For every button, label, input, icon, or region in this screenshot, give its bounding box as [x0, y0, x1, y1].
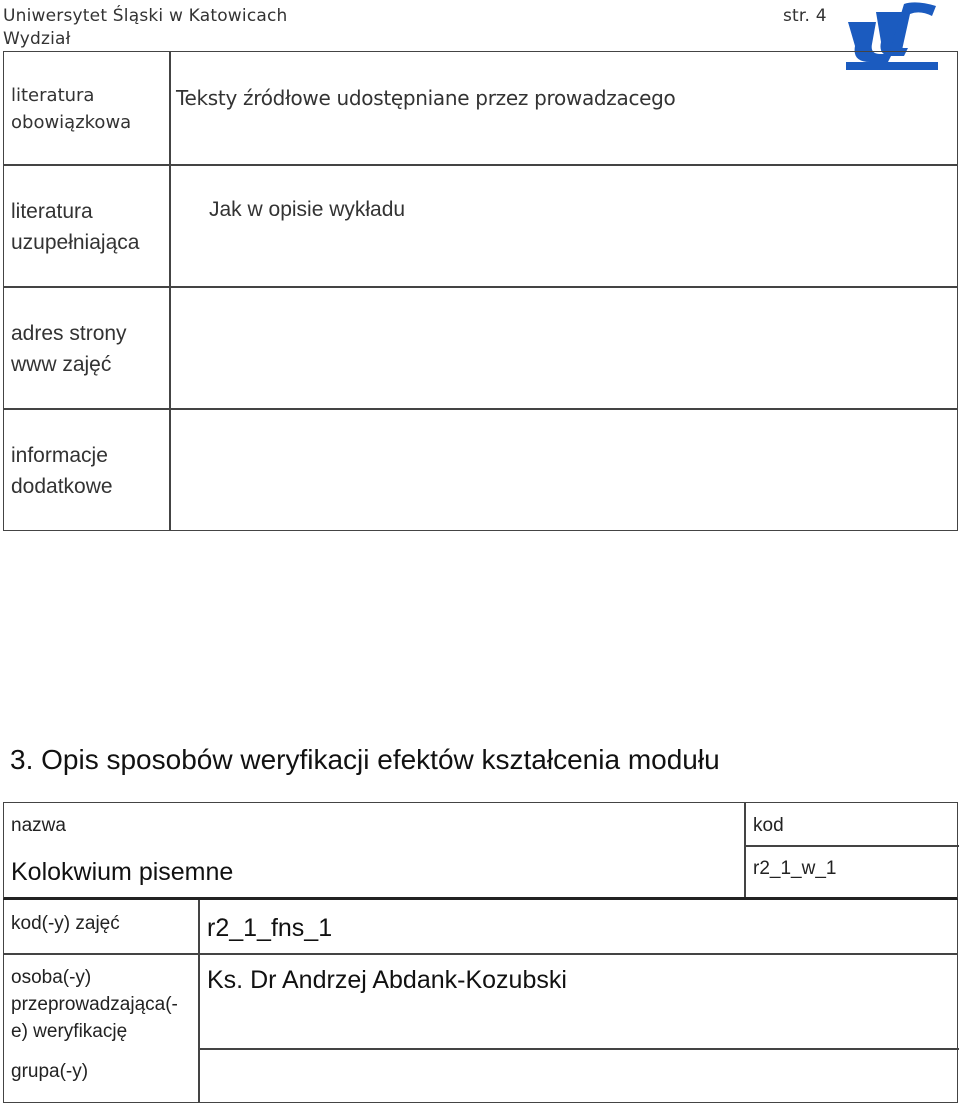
verification-name-table [3, 802, 958, 900]
verification-details-table [3, 900, 958, 1103]
department-name: Wydział [3, 29, 71, 49]
groups-label: grupa(-y) [11, 1061, 89, 1082]
course-info-table [3, 51, 958, 531]
additional-info-label: informacje dodatkowe [11, 444, 113, 498]
persons-value: Ks. Dr Andrzej Abdank-Kozubski [207, 966, 567, 994]
page-number: str. 4 [783, 6, 827, 26]
name-label: nazwa [11, 815, 66, 836]
persons-label: osoba(-y) przeprowadzająca(- e) weryfikację [11, 967, 178, 1042]
class-code-label: kod(-y) zajęć [11, 913, 120, 934]
required-literature-value: Teksty źródłowe udostępniane przez prowadzacego [176, 86, 676, 110]
section-3-title: 3. Opis sposobów weryfikacji efektów kształcenia modułu [10, 744, 720, 775]
university-name: Uniwersytet Śląski w Katowicach [3, 6, 288, 26]
required-literature-label: literatura obowiązkowa [11, 85, 132, 133]
code-label: kod [753, 815, 784, 836]
supplementary-literature-value: Jak w opisie wykładu [209, 198, 406, 221]
name-value: Kolokwium pisemne [11, 858, 234, 886]
code-value: r2_1_w_1 [753, 858, 837, 879]
supplementary-literature-label: literatura uzupełniająca [11, 200, 140, 254]
course-website-label: adres strony www zajęć [11, 322, 127, 376]
class-code-value: r2_1_fns_1 [207, 914, 333, 942]
